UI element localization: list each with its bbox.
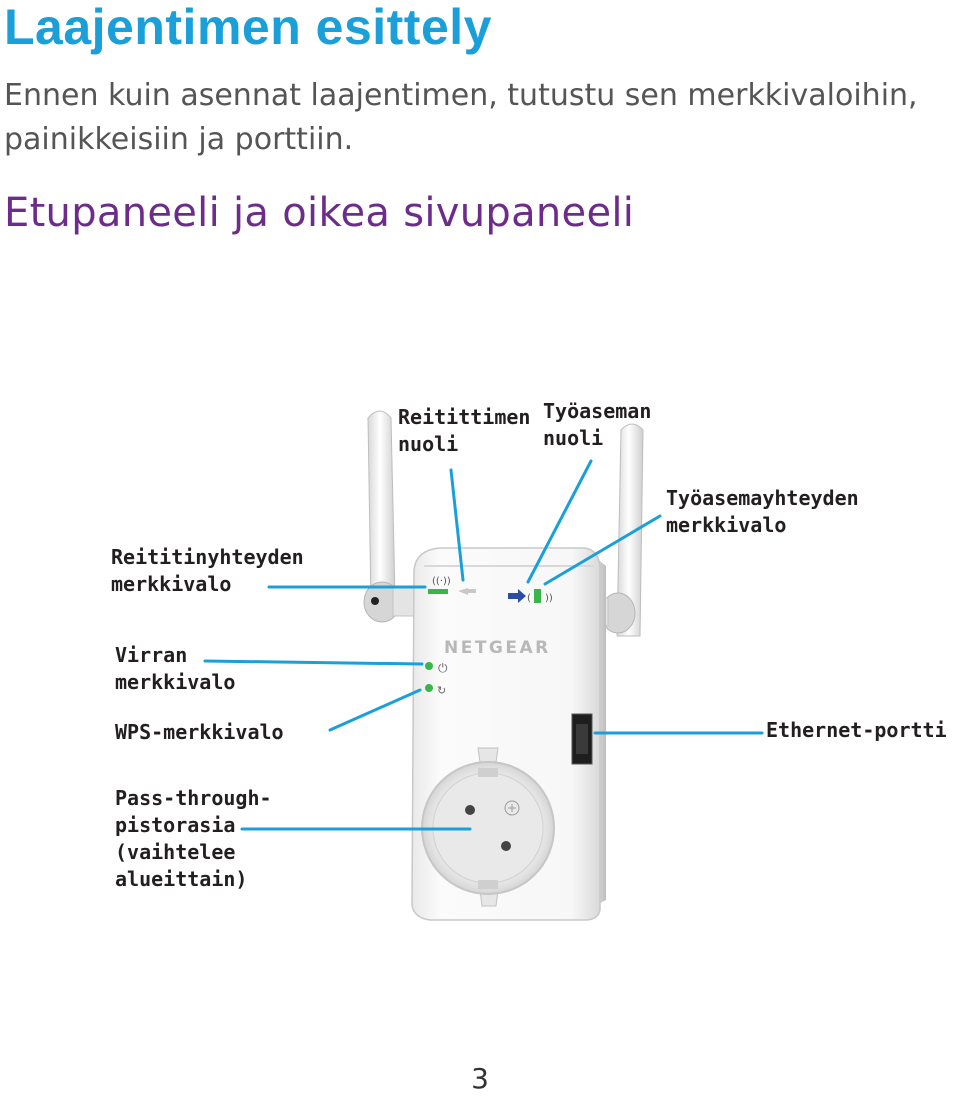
label-router-link-led: Reititinyhteyden merkkivalo [111,545,304,596]
label-client-arrow: Työaseman nuoli [543,399,652,450]
power-led [425,662,433,670]
label-router-arrow: Reitittimen nuoli [398,405,531,456]
power-led-callout-line [205,661,422,664]
label-passthrough-socket: Pass-through- pistorasia (vaihtelee alueittain) [115,786,272,891]
wps-icon: ↻ [437,684,447,697]
ethernet-port [572,714,592,764]
router-link-led [428,576,451,594]
brand-logo: NETGEAR [444,638,551,658]
page-title: Laajentimen esittely [4,0,492,55]
intro-line-1: Ennen kuin asennat laajentimen, tutustu sen merkkivaloihin, [4,78,918,113]
page-number: 3 [471,1062,489,1095]
label-wps-led: WPS-merkkivalo [115,720,284,744]
svg-text:(: ( [527,593,531,604]
wps-led-callout-line [330,690,420,730]
wps-led [425,684,433,692]
intro-line-2: painikkeisiin ja porttiin. [4,122,354,157]
label-ethernet-port: Ethernet-portti [766,718,947,742]
section-subtitle: Etupaneeli ja oikea sivupaneeli [4,190,635,236]
svg-text:((·)): ((·)) [432,576,451,587]
svg-text:)): )) [545,593,553,604]
label-power-led: Virran merkkivalo [115,643,236,694]
power-icon: ⏻ [438,661,448,675]
label-client-link-led: Työasemayhteyden merkkivalo [666,486,859,537]
